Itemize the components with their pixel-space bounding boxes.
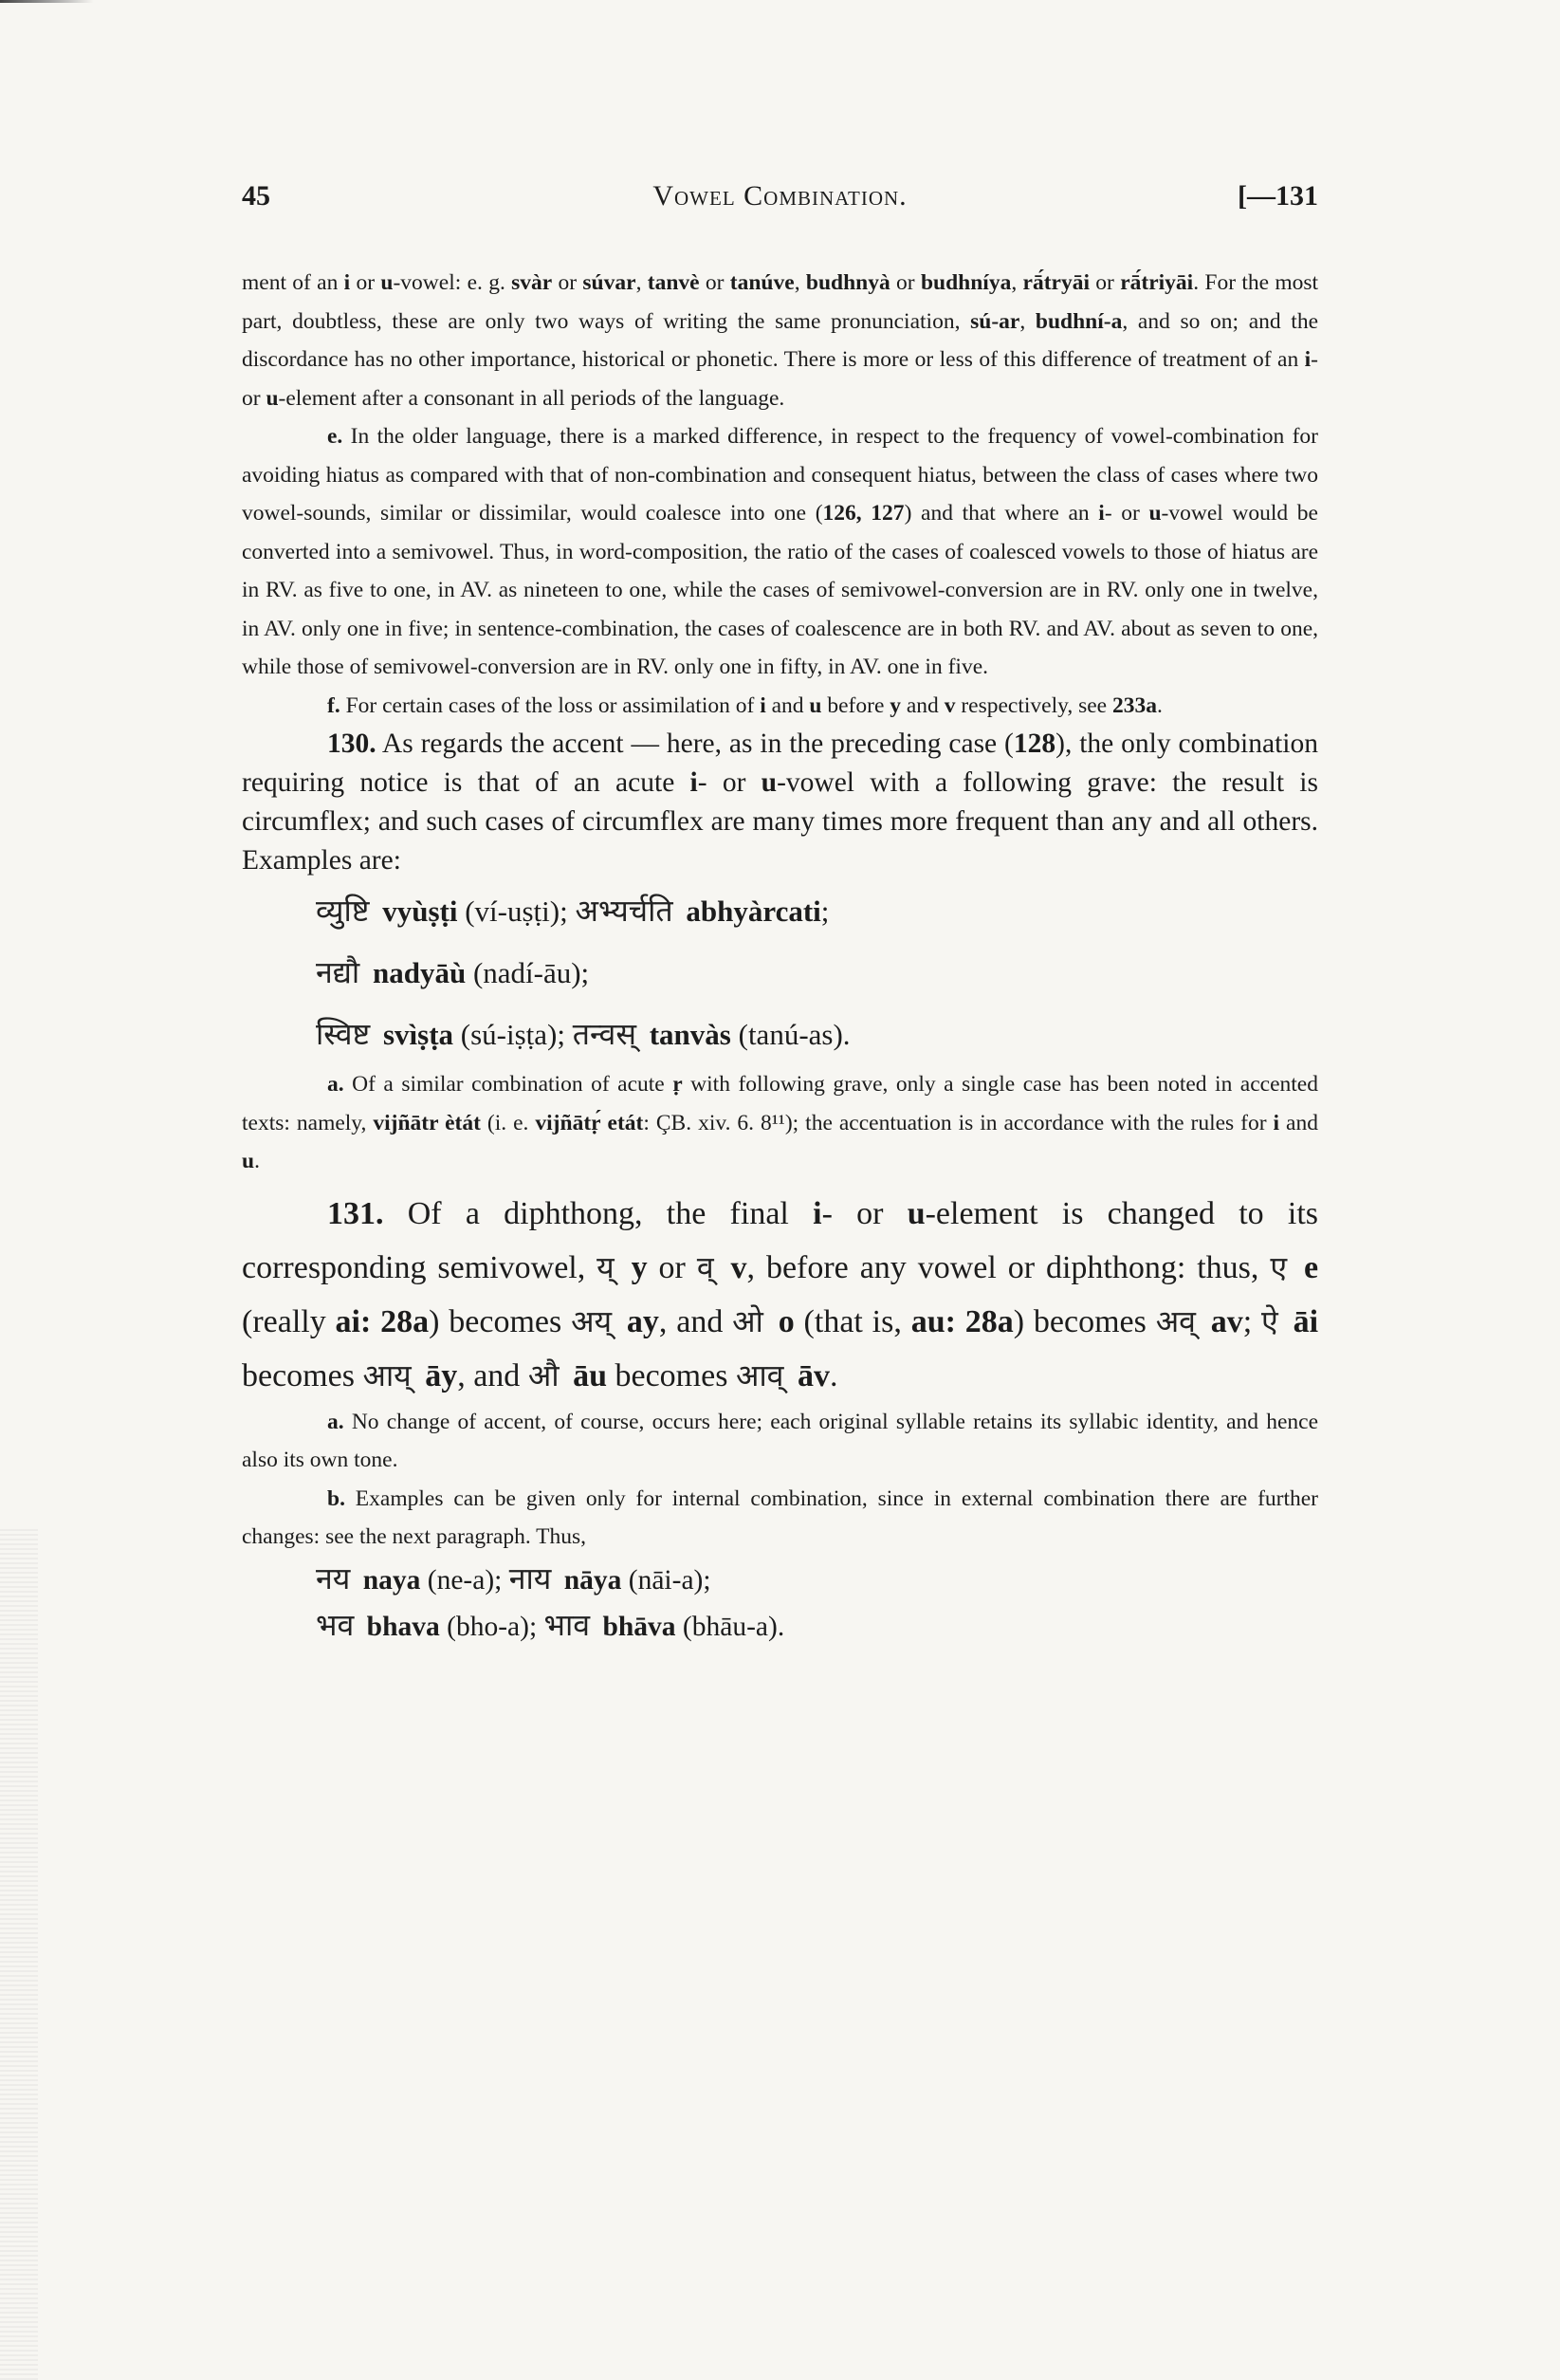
bold-term: rā́tryāi xyxy=(1022,270,1090,295)
devanagari-word: नाय xyxy=(508,1559,552,1596)
paragraph-131b: b. Examples can be given only for internal combination, since in external combination there are further changes: see the next paragraph. Thus, xyxy=(242,1485,1318,1549)
bold-term: nāya xyxy=(563,1564,622,1596)
block-129-notes xyxy=(242,264,1318,725)
bold-term: bhāva xyxy=(602,1611,676,1642)
bold-term: i xyxy=(760,692,766,718)
examples-131 xyxy=(242,1557,1318,1650)
example-line: भव bhava (bho-a); भाव bhāva (bhāu-a). xyxy=(316,1606,785,1643)
devanagari-word: य् xyxy=(596,1248,615,1285)
bold-term: v xyxy=(944,692,956,718)
block-130 xyxy=(242,725,1318,880)
bold-term: v xyxy=(730,1249,747,1285)
bold-term: tanúve xyxy=(729,270,795,295)
devanagari-word: तन्वस् xyxy=(572,1016,636,1052)
paragraph-129f: f. For certain cases of the loss or assimilation of i and u before y and v respectively, see 233a. xyxy=(327,692,1163,718)
bold-term: 131. xyxy=(327,1195,384,1231)
bold-term: e. xyxy=(327,424,343,449)
bold-term: sú-ar xyxy=(970,308,1020,334)
devanagari-word: भाव xyxy=(543,1606,591,1643)
paragraph-130: 130. As regards the accent — here, as in the preceding case (128), the only combination requiring notice is that of an acute i- or u-vowel with a following grave: the result is circumflex; and such cases of circumflex are many times more frequent than any and all others. Examples are: xyxy=(242,729,1318,876)
devanagari-word: नय xyxy=(316,1559,351,1596)
bold-term: āy xyxy=(425,1357,458,1393)
page-number: 45 xyxy=(242,180,270,212)
devanagari-word: आव् xyxy=(735,1356,784,1393)
bold-term: āi xyxy=(1293,1303,1319,1339)
devanagari-word: ऐ xyxy=(1261,1302,1278,1339)
bold-term: u xyxy=(242,1149,255,1173)
bold-term: av xyxy=(1210,1303,1243,1339)
bold-term: budhníya xyxy=(920,270,1012,295)
bold-term: svàr xyxy=(511,270,553,295)
bold-term: súvar xyxy=(582,270,636,295)
paragraph-129d: ment of an i or u-vowel: e. g. svàr or súvar, tanvè or tanúve, budhnyà or budhníya, rā́tryāi or rā́triyāi. For the most part, doubtless, these are only two ways of writing the same pronunciation, sú-ar, budhní-a, and so on; and the discordance has no other importance, historical or phonetic. There is more or less of this difference of treatment of an i- or u-element after a consonant in all periods of the language. xyxy=(242,270,1319,411)
bold-term: f. xyxy=(327,692,340,718)
bold-term: y xyxy=(890,692,901,718)
bold-term: u xyxy=(266,385,279,411)
example-line: नय naya (ne-a); नाय nāya (nāi-a); xyxy=(316,1559,711,1596)
bold-term: u xyxy=(907,1195,926,1231)
bold-term: āu xyxy=(573,1357,607,1393)
bold-term: b. xyxy=(327,1485,345,1511)
paragraph-130a: a. Of a similar combination of acute ṛ with following grave, only a single case has been noted in accented texts: namely, vijñātr ètát (i. e. vijñātṛ́ etát: ÇB. xiv. 6. 8¹¹); the accentuation is in accordance with the rules for i and u. xyxy=(242,1072,1318,1173)
bold-term: ṛ xyxy=(672,1072,683,1097)
bold-term: 130. xyxy=(327,729,376,759)
bold-term: bhava xyxy=(366,1611,440,1642)
bold-term: vijñātr ètát xyxy=(373,1110,481,1135)
bold-term: o xyxy=(778,1303,795,1339)
examples-130 xyxy=(242,880,1318,1065)
bold-term: budhní-a xyxy=(1035,308,1123,334)
devanagari-word: आय् xyxy=(362,1356,412,1393)
bold-term: ai: 28a xyxy=(335,1303,430,1339)
example-line: व्युष्टि vyùṣṭi (ví-uṣṭi); अभ्यर्चति abhyàrcati; xyxy=(316,893,830,929)
paragraph-131: 131. Of a diphthong, the final i- or u-element is changed to its corresponding semivowel, य् y or व् v, before any vowel or diphthong: thus, ए e (really ai: 28a) becomes अय् ay, and ओ o (that is, au: 28a) becomes अव् av; ऐ āi becomes आय् āy, and औ āu becomes आव् āv. xyxy=(242,1195,1319,1393)
bold-term: 126, 127 xyxy=(822,501,905,526)
bold-term: u xyxy=(809,692,822,718)
bold-term: naya xyxy=(362,1564,421,1596)
page-body xyxy=(242,264,1318,1650)
scan-edge xyxy=(0,0,1560,3)
bold-term: u xyxy=(380,270,394,295)
paragraph-129e: e. In the older language, there is a marked difference, in respect to the frequency of vowel-combination for avoiding hiatus as compared with that of non-combination and consequent hiatus, between the class of cases where two vowel-sounds, similar or dissimilar, would coalesce into one (126, 127) and that where an i- or u-vowel would be converted into a semivowel. Thus, in word-composition, the ratio of the cases of coalesced vowels to those of hiatus are in RV. as five to one, in AV. as nineteen to one, while the cases of semivowel-conversion are in RV. only one in twelve, in AV. only one in five; in sentence-combination, the cases of coalescence are in both RV. and AV. about as seven to one, while those of semivowel-conversion are in RV. only one in fifty, in AV. one in five. xyxy=(242,424,1318,679)
bold-term: vyùṣṭi xyxy=(382,895,458,928)
bold-term: u xyxy=(761,767,778,798)
devanagari-word: अव् xyxy=(1155,1302,1196,1339)
bold-term: svìṣṭa xyxy=(382,1018,454,1051)
bold-term: i xyxy=(343,270,351,295)
bold-term: ay xyxy=(626,1303,659,1339)
devanagari-word: भव xyxy=(316,1606,355,1643)
bold-term: 233a xyxy=(1111,692,1157,718)
bold-term: i xyxy=(1098,501,1105,526)
bold-term: tanvàs xyxy=(649,1018,731,1051)
devanagari-word: अय् xyxy=(571,1302,613,1339)
bold-term: āv xyxy=(797,1357,830,1393)
block-131 xyxy=(242,1187,1318,1403)
example-line: स्विष्ट svìṣṭa (sú-iṣṭa); तन्वस् tanvàs (tanú-as). xyxy=(316,1016,851,1052)
bold-term: 128 xyxy=(1013,729,1056,759)
scan-margin xyxy=(0,1526,38,2380)
devanagari-word: औ xyxy=(527,1356,560,1393)
example-line: नद्यौ nadyāù (nadí-āu); xyxy=(316,954,590,990)
bold-term: i xyxy=(1304,347,1312,372)
bold-term: tanvè xyxy=(647,270,700,295)
devanagari-word: व्युष्टि xyxy=(316,893,370,929)
devanagari-word: नद्यौ xyxy=(316,954,360,990)
bold-term: i xyxy=(1273,1110,1280,1135)
bold-term: rā́triyāi xyxy=(1120,270,1194,295)
bold-term: i xyxy=(689,767,698,798)
bold-term: a. xyxy=(327,1072,344,1097)
bold-term: u xyxy=(1148,501,1162,526)
bold-term: vijñātṛ́ etát xyxy=(535,1110,644,1135)
chapter-title: Vowel Combination. xyxy=(652,180,908,212)
block-130a xyxy=(242,1065,1318,1181)
bold-term: au: 28a xyxy=(910,1303,1014,1339)
bold-term: i xyxy=(813,1195,822,1231)
devanagari-word: व् xyxy=(696,1248,714,1285)
devanagari-word: ओ xyxy=(732,1302,763,1339)
bold-term: nadyāù xyxy=(372,956,467,989)
bold-term: e xyxy=(1303,1249,1319,1285)
devanagari-word: ए xyxy=(1270,1248,1288,1285)
bold-term: budhnyà xyxy=(805,270,890,295)
bold-term: y xyxy=(631,1249,648,1285)
bold-term: abhyàrcati xyxy=(686,895,821,928)
paragraph-131a: a. No change of accent, of course, occurs here; each original syllable retains its syllabic identity, and hence also its own tone. xyxy=(242,1409,1318,1472)
devanagari-word: अभ्यर्चति xyxy=(575,893,673,929)
running-head xyxy=(242,180,1318,218)
block-131-notes xyxy=(242,1403,1318,1557)
bold-term: a. xyxy=(327,1409,344,1434)
section-range: [—131 xyxy=(1238,180,1318,212)
devanagari-word: स्विष्ट xyxy=(316,1016,371,1052)
